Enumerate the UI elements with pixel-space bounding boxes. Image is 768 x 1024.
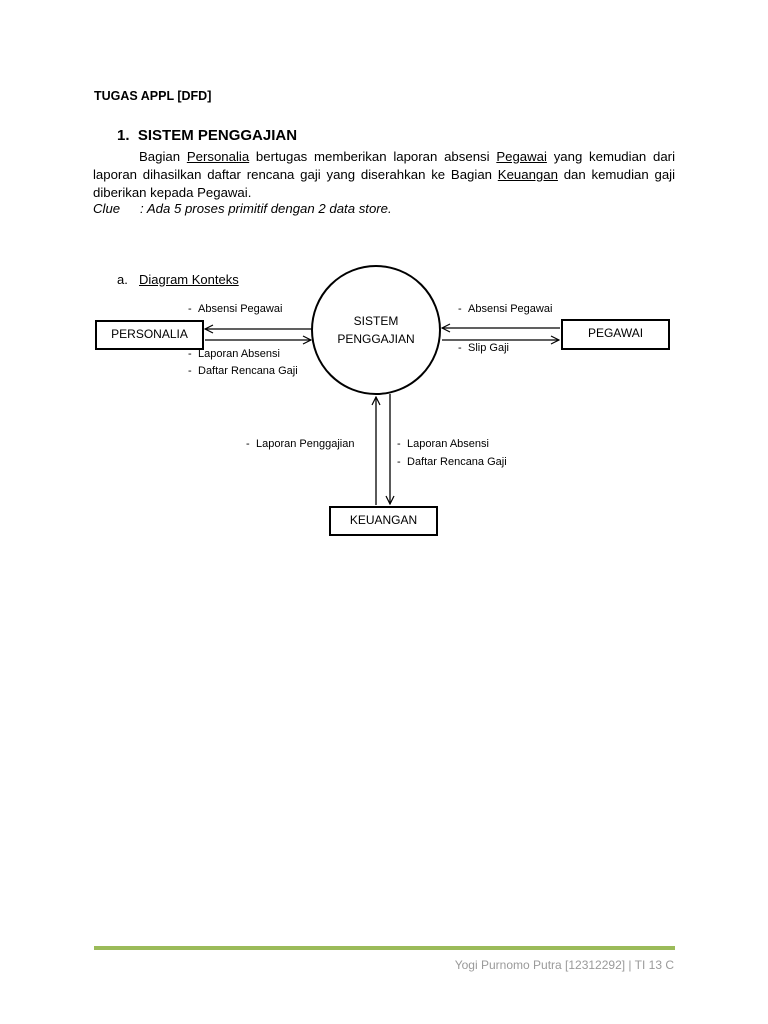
flow-label-pegawai-slip-gaji: - Slip Gaji [458,342,509,354]
process-label-line2: PENGGAJIAN [337,332,415,346]
flow-label-personalia-daftar-rencana-gaji: - Daftar Rencana Gaji [188,365,298,377]
flow-label-keuangan-daftar-rencana-gaji: - Daftar Rencana Gaji [397,456,507,468]
flow-label-keuangan-laporan-absensi: - Laporan Absensi [397,438,489,450]
entity-label-keuangan: KEUANGAN [349,513,418,527]
section-number: 1. [117,127,130,144]
entity-label-personalia: PERSONALIA [111,327,188,341]
flow-label-personalia-absensi: - Absensi Pegawai [188,303,283,315]
clue-text: : Ada 5 proses primitif dengan 2 data store. [140,201,392,216]
footer-divider [94,946,675,950]
para-text-3: yang kemudian dari laporan dihasilkan daftar rencana gaji yang diserahkan ke Bagian [93,149,675,182]
para-term-pegawai: Pegawai [496,149,547,164]
footer-author: Yogi Purnomo Putra [12312292] | TI 13 C [454,958,674,972]
process-label [320,312,432,348]
para-term-personalia: Personalia [186,149,250,164]
para-text-1: Bagian [139,149,187,164]
process-label-line1: SISTEM [353,314,399,328]
para-text-4: dan kemudian gaji diberikan kepada Pegawai. [93,167,676,200]
subsection-marker: a. [117,272,128,287]
flow-label-pegawai-absensi: - Absensi Pegawai [458,303,553,315]
para-term-keuangan: Keuangan [497,167,558,182]
flow-label-keuangan-laporan-penggajian: - Laporan Penggajian [246,438,355,450]
document-title: TUGAS APPL [DFD] [94,89,212,103]
para-text-2: bertugas memberikan laporan absensi [249,149,497,164]
clue-label: Clue [93,201,121,216]
subsection-title: Diagram Konteks [139,272,239,287]
section-title: SISTEM PENGGAJIAN [137,127,298,144]
entity-label-pegawai: PEGAWAI [587,326,644,340]
flow-label-personalia-laporan-absensi: - Laporan Absensi [188,348,280,360]
